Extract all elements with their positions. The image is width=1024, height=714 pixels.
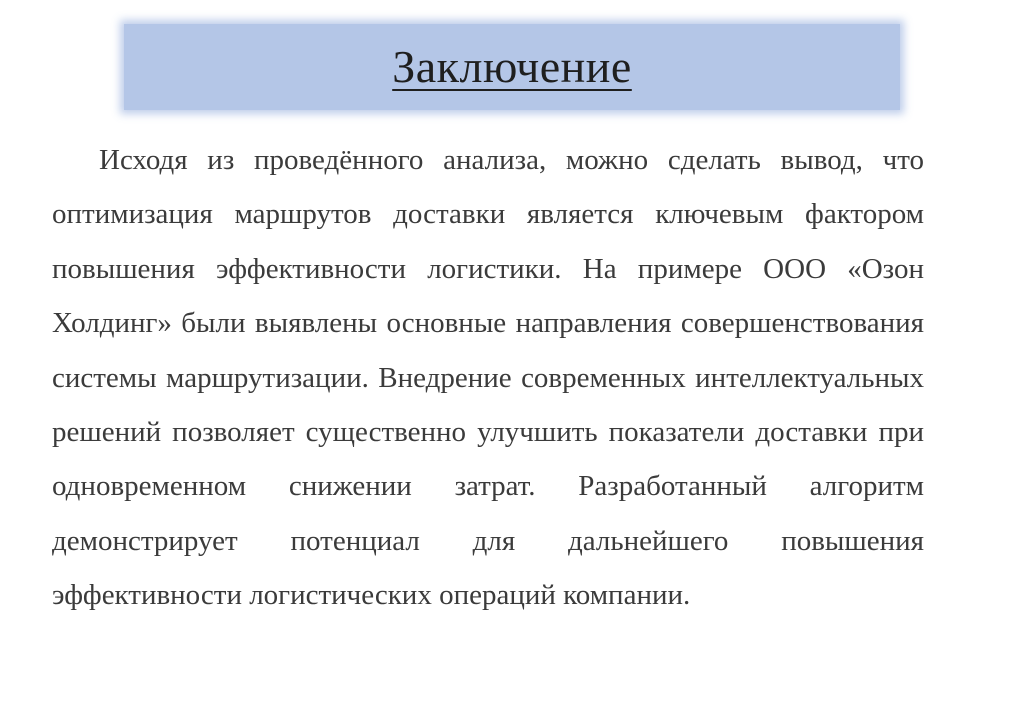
title-banner <box>124 24 900 110</box>
conclusion-paragraph: Исходя из проведённого анализа, можно сделать вывод, что оптимизация маршрутов доставки является ключевым фактором повышения эффективности логистики. На примере ООО «Озон Холдинг» были выявлены основные направления совершенствования системы маршрутизации. Внедрение современных интеллектуальных решений позволяет существенно улучшить показатели доставки при одновременном снижении затрат. Разработанный алгоритм демонстрирует потенциал для дальнейшего повышения эффективности логистических операций компании. <box>52 144 924 612</box>
slide-title: Заключение <box>392 41 632 92</box>
